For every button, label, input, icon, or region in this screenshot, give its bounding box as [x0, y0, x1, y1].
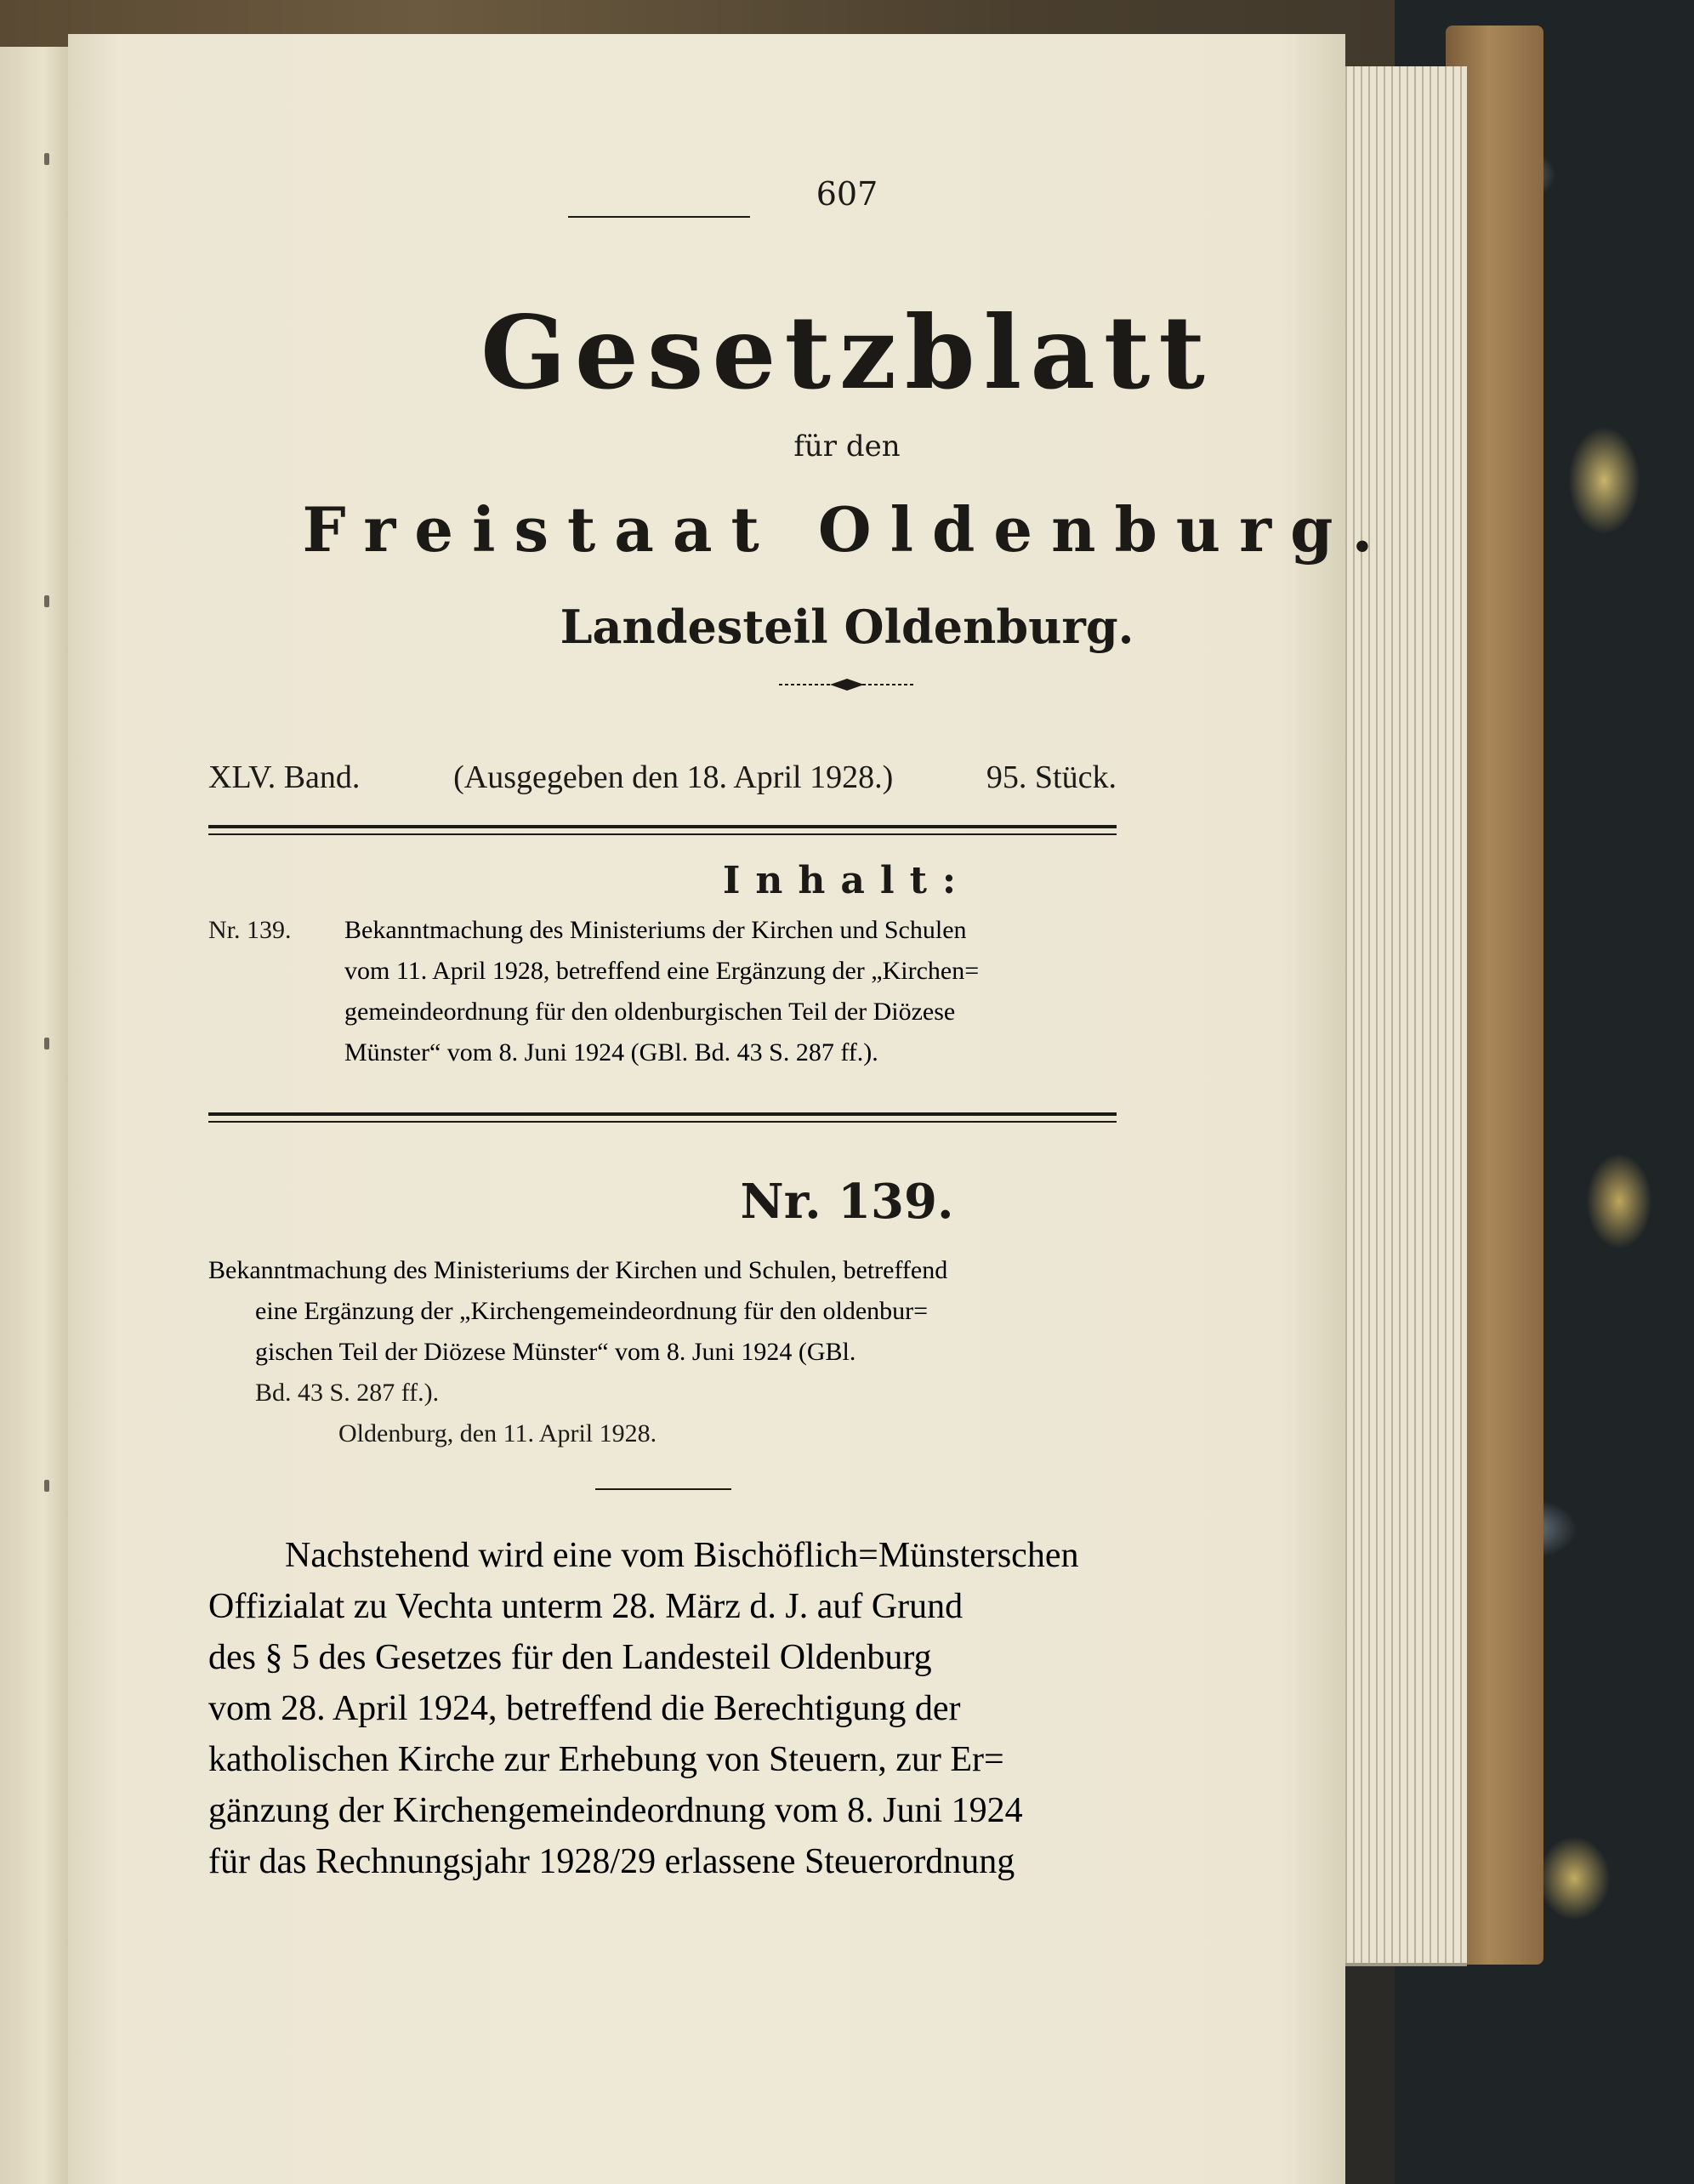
summary-line: Bekanntmachung des Ministeriums der Kirchen und Schulen, betreffend: [208, 1256, 948, 1284]
body-line: vom 28. April 1924, betreffend die Berechtigung der: [208, 1689, 961, 1728]
gazette-title: Gesetzblatt: [480, 293, 1214, 412]
double-rule-top: [208, 825, 1117, 828]
article-heading: Nr. 139.: [740, 1174, 954, 1230]
page-number-rule: [568, 216, 750, 218]
double-rule-bottom: [208, 833, 1117, 835]
district-name: Landesteil Oldenburg.: [560, 600, 1134, 654]
double-rule-top: [208, 1112, 1117, 1116]
place-and-date: Oldenburg, den 11. April 1928.: [338, 1419, 657, 1447]
ornament-divider: [0, 672, 1694, 704]
page-number: 607: [816, 175, 878, 213]
stitch-mark: [44, 1038, 49, 1049]
body-line: für das Rechnungsjahr 1928/29 erlassene Steuerordnung: [208, 1842, 1015, 1881]
body-line: Nachstehend wird eine vom Bischöflich=Münsterschen: [285, 1536, 1079, 1575]
stitch-mark: [44, 1480, 49, 1492]
contents-item-number: Nr. 139.: [208, 916, 292, 944]
piece-number: 95. Stück.: [986, 759, 1117, 795]
for-the-label: für den: [793, 429, 901, 464]
contents-heading: Inhalt:: [722, 859, 972, 902]
stitch-mark: [44, 153, 49, 165]
volume-label: XLV. Band.: [208, 759, 361, 795]
summary-line: eine Ergänzung der „Kirchengemeindeordnung für den oldenbur=: [255, 1297, 929, 1325]
body-line: des § 5 des Gesetzes für den Landesteil Oldenburg: [208, 1638, 932, 1677]
diamond-ornament-icon: [779, 672, 915, 697]
summary-line: gischen Teil der Diözese Münster“ vom 8. Juni 1924 (GBl.: [255, 1338, 856, 1366]
contents-line: vom 11. April 1928, betreffend eine Ergänzung der „Kirchen=: [344, 957, 980, 985]
contents-line: Bekanntmachung des Ministeriums der Kirchen und Schulen: [344, 916, 967, 944]
body-line: katholischen Kirche zur Erhebung von Steuern, zur Er=: [208, 1740, 1004, 1779]
state-name: Freistaat Oldenburg.: [302, 493, 1392, 566]
body-line: gänzung der Kirchengemeindeordnung vom 8. Juni 1924: [208, 1791, 1023, 1830]
contents-line: Münster“ vom 8. Juni 1924 (GBl. Bd. 43 S. 287 ff.).: [344, 1038, 878, 1066]
contents-line: gemeindeordnung für den oldenburgischen Teil der Diözese: [344, 998, 956, 1026]
issue-line: [208, 759, 1117, 796]
double-rule-bottom: [208, 1121, 1117, 1123]
summary-line: Bd. 43 S. 287 ff.).: [255, 1379, 440, 1407]
short-divider: [595, 1488, 731, 1490]
issued-date: (Ausgegeben den 18. April 1928.): [453, 759, 894, 795]
body-line: Offizialat zu Vechta unterm 28. März d. J. auf Grund: [208, 1587, 964, 1626]
